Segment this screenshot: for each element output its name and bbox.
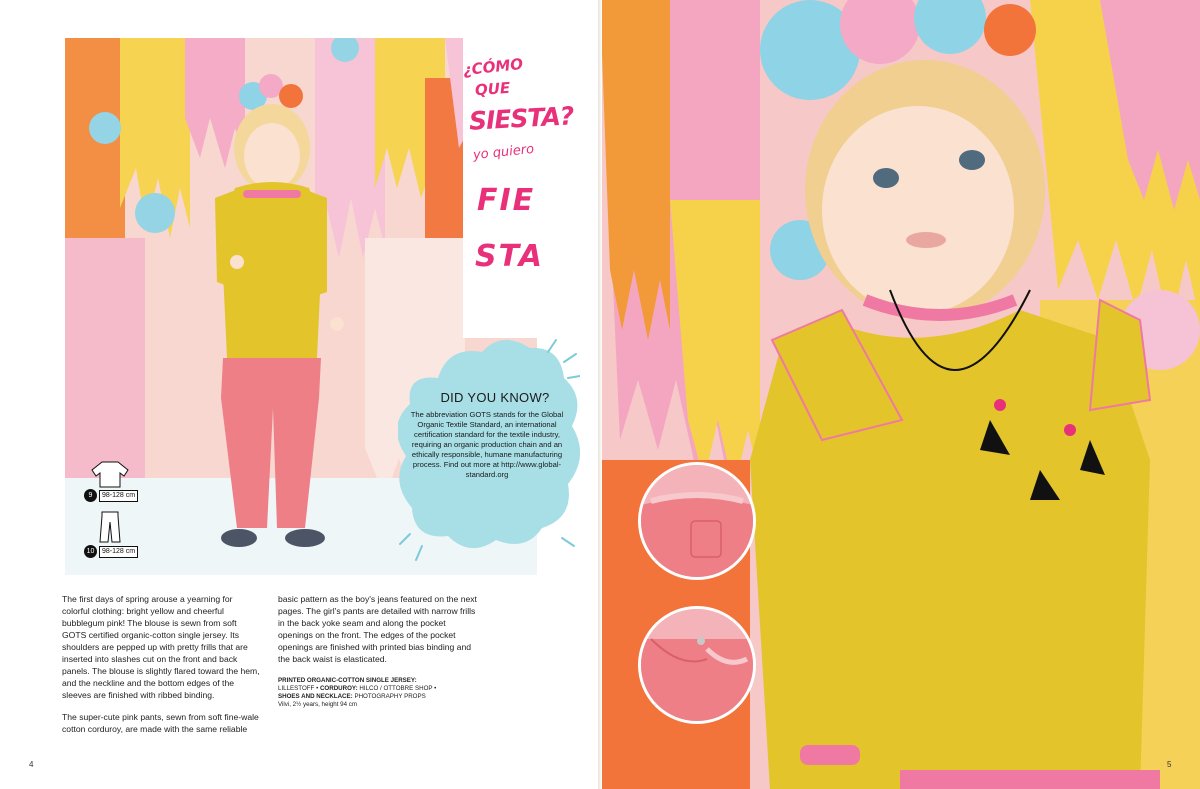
inset-back-pants	[638, 462, 756, 580]
headline-line-6: STA	[475, 239, 544, 274]
credit-label: PRINTED ORGANIC-COTTON SINGLE JERSEY:	[278, 677, 417, 684]
spread-gutter	[598, 0, 602, 789]
credit-value: PHOTOGRAPHY PROPS	[354, 693, 426, 700]
headline-line-5: FIE	[477, 183, 536, 218]
article-column-1	[62, 593, 262, 745]
did-you-know-body: The abbreviation GOTS stands for the Global Organic Textile Standard, an international certification standard for the textile industry, requiring an organic production chain and an ethically responsible, humane manufacturing process. Find out more at http://www.global-standard.org	[410, 410, 564, 479]
credit-label: CORDUROY:	[319, 685, 358, 692]
headline-line-4: yo quiero	[472, 141, 535, 164]
inset-front-pants	[638, 606, 756, 724]
right-photo	[600, 0, 1200, 789]
materials-credits: PRINTED ORGANIC-COTTON SINGLE JERSEY: LILLESTOFF • CORDUROY: HILCO / OTTOBRE SHOP • SHOES AND NECKLACE: PHOTOGRAPHY PROPS Vilvi, 2½ years, height 94 cm	[278, 677, 478, 709]
pants-front-detail-photo	[641, 609, 753, 721]
page-number-right: 5	[1167, 760, 1172, 769]
pattern-size-label: 98-128 cm	[99, 490, 138, 502]
article-paragraph: basic pattern as the boy's jeans featured on the next pages. The girl's pants are detailed with narrow frills in the back yoke seam and along the pocket openings on the front. The edges of the pocket openings are finished with printed bias binding and the back waist is elasticated.	[278, 594, 477, 664]
article-column-2	[278, 593, 478, 709]
model-caption: Vilvi, 2½ years, height 94 cm	[278, 701, 357, 708]
credit-value: LILLESTOFF	[278, 685, 315, 692]
pattern-marker-blouse	[84, 460, 142, 502]
did-you-know-title: DID YOU KNOW?	[440, 390, 550, 405]
pattern-marker-pants	[84, 510, 142, 558]
credit-value: HILCO / OTTOBRE SHOP	[359, 685, 433, 692]
article-paragraph: The super-cute pink pants, sewn from soft fine-wale cotton corduroy, are made with the same reliable	[62, 712, 259, 734]
page-number-left: 4	[29, 760, 34, 769]
headline-line-3: SIESTA?	[468, 101, 575, 136]
blouse-pattern-icon	[90, 460, 130, 488]
credit-label: SHOES AND NECKLACE:	[278, 693, 353, 700]
headline-line-2: QUE	[474, 78, 511, 100]
pattern-number-badge: 9	[84, 489, 97, 502]
pattern-number-badge: 10	[84, 545, 97, 558]
right-page	[600, 0, 1200, 789]
headline-panel	[462, 38, 575, 338]
pants-back-detail-photo	[641, 465, 753, 577]
pattern-size-label: 98-128 cm	[99, 546, 138, 558]
headline-line-1: ¿CÓMO	[462, 54, 524, 80]
did-you-know-bubble	[398, 338, 580, 570]
pants-pattern-icon	[90, 510, 130, 544]
article-paragraph: The first days of spring arouse a yearning for colorful clothing: bright yellow and cheerful bubblegum pink! The blouse is sewn from soft GOTS certified organic-cotton single jersey. Its shoulders are pepped up with pretty frills that are inserted into slashes cut on the front and back panels. The blouse is slightly flared toward the hem, and the neckline and the bottom edges of the sleeves are finished with ribbed binding.	[62, 594, 260, 700]
